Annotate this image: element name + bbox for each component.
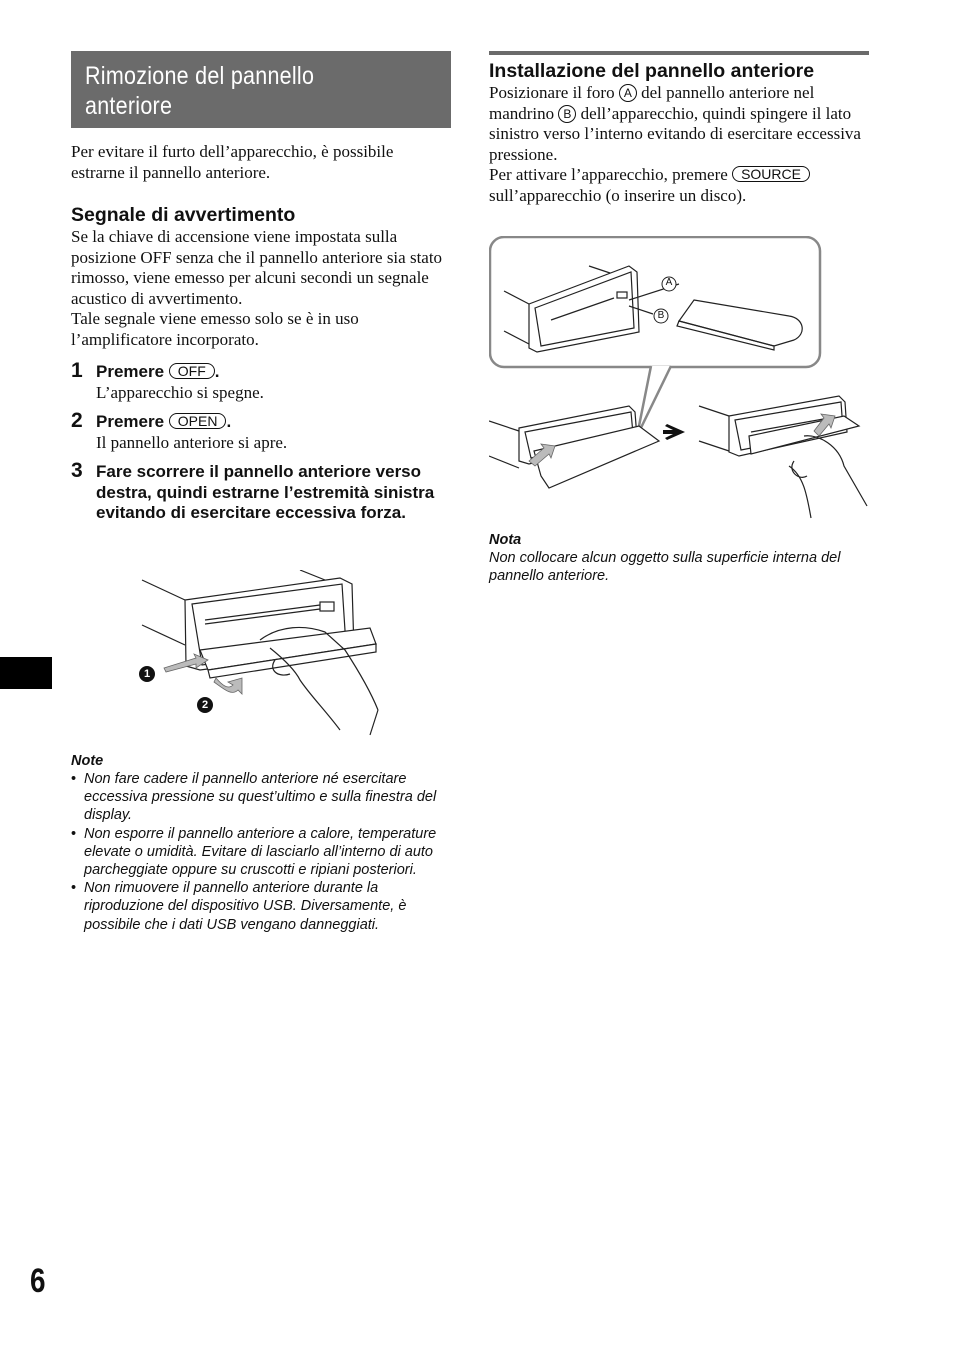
notes-list xyxy=(71,770,451,934)
open-key: OPEN xyxy=(169,413,227,429)
notes-heading: Note xyxy=(71,753,104,769)
install-paragraph-1 xyxy=(489,83,869,165)
note-item: • Non rimuovere il pannello anteriore durante la riproduzione del dispositivo USB. Diversamente, è possibile che i dati USB vengano danneggiati. xyxy=(71,879,451,934)
step-number: 3 xyxy=(71,459,83,482)
side-tab-marker xyxy=(0,657,52,689)
warning-heading: Segnale di avvertimento xyxy=(71,204,296,226)
note-item: • Non fare cadere il pannello anteriore né esercitare eccessiva pressione su quest’ultimo e sulla finestra del display. xyxy=(71,770,451,825)
install-panel-illustration xyxy=(489,236,869,521)
warning-section xyxy=(71,203,451,350)
install-heading: Installazione del pannello anteriore xyxy=(489,60,815,82)
section-title-line-1: Rimozione del pannello xyxy=(85,62,315,90)
step-number: 1 xyxy=(71,359,83,382)
step-description: Il pannello anteriore si apre. xyxy=(96,432,288,452)
source-key: SOURCE xyxy=(732,166,810,182)
p1-text-a: Posizionare il foro xyxy=(489,83,615,102)
note-item: • Non esporre il pannello anteriore a calore, temperature elevate o umidità. Evitare di lasciarlo all’interno di auto parcheggiate oppure su cruscotti e ripiani posteriori. xyxy=(71,825,451,880)
notes-section xyxy=(71,752,451,934)
marker-a-icon: A xyxy=(619,84,637,102)
warning-text-1: Se la chiave di accensione viene impostata sulla posizione OFF senza che il pannello anteriore sia stato rimosso, viene emesso per alcuni secondi un segnale acustico di avvertimento. xyxy=(71,227,443,308)
step-description: L’apparecchio si spegne. xyxy=(96,382,264,402)
nota-section xyxy=(489,531,869,585)
p2-text-b: sull’apparecchio (o inserire un disco). xyxy=(489,185,747,205)
section-rule xyxy=(489,51,869,55)
marker-b-icon: B xyxy=(558,105,576,123)
step-title xyxy=(96,362,451,383)
figure-marker-2: 2 xyxy=(197,697,213,713)
install-paragraph-2 xyxy=(489,165,869,206)
step-1 xyxy=(71,359,451,403)
step-title: Fare scorrere il pannello anteriore verso destra, quindi estrarne l’estremità sinistra evitando di esercitare eccessiva forza. xyxy=(96,462,435,522)
step-title-end: . xyxy=(214,362,220,381)
figure-marker-a: A xyxy=(665,277,673,288)
step-3 xyxy=(71,459,451,524)
step-title-text: Premere xyxy=(96,362,165,381)
intro-paragraph: Per evitare il furto dell’apparecchio, è possibile estrarne il pannello anteriore. xyxy=(71,142,394,182)
nota-heading: Nota xyxy=(489,532,522,548)
step-number: 2 xyxy=(71,409,83,432)
p1-text-c: dell’apparecchio, quindi spingere il lato sinistro verso l’interno evitando di esercitare eccessiva pressione. xyxy=(489,103,861,164)
remove-panel-illustration xyxy=(130,570,390,740)
nota-text: Non collocare alcun oggetto sulla superficie interna del pannello anteriore. xyxy=(489,550,841,585)
warning-text-2: Tale segnale viene emesso solo se è in uso l’amplificatore incorporato. xyxy=(71,309,359,349)
install-section xyxy=(489,59,869,206)
page-number: 6 xyxy=(30,1262,46,1300)
p1-text-b: del pannello anteriore nel mandrino xyxy=(489,83,815,123)
step-title-text: Premere xyxy=(96,412,165,431)
figure-marker-1: 1 xyxy=(139,666,155,682)
step-2 xyxy=(71,409,451,453)
step-title-end: . xyxy=(226,412,232,431)
step-title xyxy=(96,412,451,433)
off-key: OFF xyxy=(169,363,215,379)
p2-text-a: Per attivare l’apparecchio, premere xyxy=(489,165,728,184)
section-title-box xyxy=(71,51,451,128)
figure-marker-b: B xyxy=(657,310,665,321)
section-title-line-2: anteriore xyxy=(85,92,173,120)
